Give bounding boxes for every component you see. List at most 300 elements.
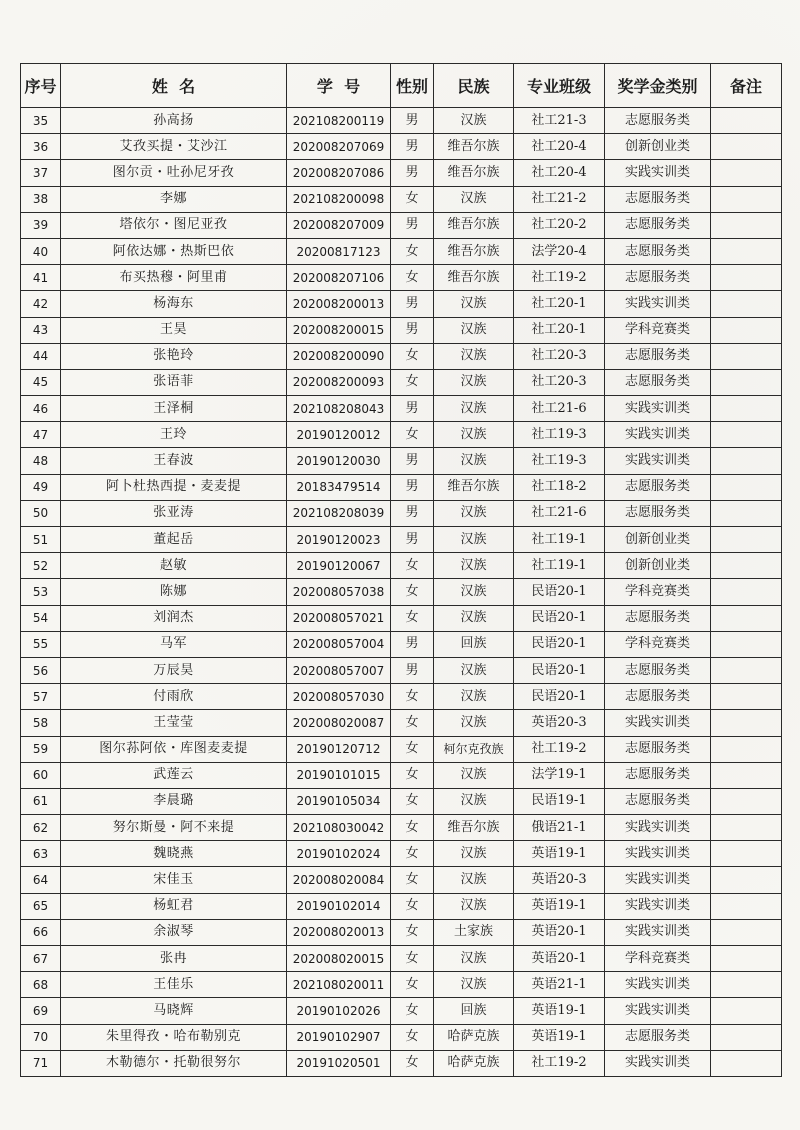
student-note <box>711 867 782 893</box>
student-id: 202008057030 <box>287 684 391 710</box>
student-note <box>711 422 782 448</box>
student-class: 民语20-1 <box>514 657 605 683</box>
student-ethnicity: 哈萨克族 <box>434 1050 514 1076</box>
scholarship-category: 志愿服务类 <box>605 788 711 814</box>
table-row <box>21 422 782 448</box>
student-gender: 男 <box>391 212 434 238</box>
row-no: 39 <box>21 212 61 238</box>
header-gender: 性别 <box>391 64 434 108</box>
table-row <box>21 972 782 998</box>
student-note <box>711 710 782 736</box>
student-gender: 男 <box>391 474 434 500</box>
student-gender: 女 <box>391 946 434 972</box>
student-ethnicity: 汉族 <box>434 291 514 317</box>
student-name: 宋佳玉 <box>61 867 287 893</box>
row-no: 49 <box>21 474 61 500</box>
student-class: 社工20-1 <box>514 291 605 317</box>
header-id: 学 号 <box>287 64 391 108</box>
student-class: 英语21-1 <box>514 972 605 998</box>
student-gender: 女 <box>391 605 434 631</box>
student-class: 英语19-1 <box>514 893 605 919</box>
student-class: 社工18-2 <box>514 474 605 500</box>
table-row <box>21 160 782 186</box>
scholarship-category: 实践实训类 <box>605 1050 711 1076</box>
row-no: 67 <box>21 946 61 972</box>
student-name: 张冉 <box>61 946 287 972</box>
student-class: 社工20-3 <box>514 343 605 369</box>
scholarship-category: 志愿服务类 <box>605 605 711 631</box>
student-ethnicity: 汉族 <box>434 946 514 972</box>
student-note <box>711 762 782 788</box>
scholarship-category: 志愿服务类 <box>605 186 711 212</box>
student-note <box>711 815 782 841</box>
student-class: 社工21-3 <box>514 108 605 134</box>
scholarship-roster-table <box>20 63 782 1077</box>
student-class: 社工19-2 <box>514 1050 605 1076</box>
table-row <box>21 212 782 238</box>
row-no: 43 <box>21 317 61 343</box>
student-ethnicity: 汉族 <box>434 972 514 998</box>
student-class: 民语20-1 <box>514 631 605 657</box>
student-ethnicity: 维吾尔族 <box>434 160 514 186</box>
student-name: 付雨欣 <box>61 684 287 710</box>
student-name: 王昊 <box>61 317 287 343</box>
scholarship-category: 志愿服务类 <box>605 1024 711 1050</box>
student-ethnicity: 维吾尔族 <box>434 815 514 841</box>
student-note <box>711 631 782 657</box>
student-note <box>711 369 782 395</box>
student-name: 图尔贡・吐孙尼牙孜 <box>61 160 287 186</box>
student-gender: 女 <box>391 369 434 395</box>
student-id: 202108208043 <box>287 396 391 422</box>
student-gender: 男 <box>391 657 434 683</box>
student-note <box>711 291 782 317</box>
scholarship-category: 志愿服务类 <box>605 212 711 238</box>
table-row <box>21 631 782 657</box>
row-no: 40 <box>21 238 61 264</box>
scholarship-category: 创新创业类 <box>605 134 711 160</box>
student-id: 20190120012 <box>287 422 391 448</box>
row-no: 36 <box>21 134 61 160</box>
student-name: 赵敏 <box>61 553 287 579</box>
student-ethnicity: 汉族 <box>434 605 514 631</box>
table-row <box>21 474 782 500</box>
row-no: 51 <box>21 527 61 553</box>
student-note <box>711 396 782 422</box>
table-row <box>21 919 782 945</box>
row-no: 58 <box>21 710 61 736</box>
student-note <box>711 527 782 553</box>
scholarship-category: 志愿服务类 <box>605 265 711 291</box>
scholarship-category: 实践实训类 <box>605 841 711 867</box>
student-note <box>711 946 782 972</box>
scholarship-category: 学科竞赛类 <box>605 631 711 657</box>
student-note <box>711 265 782 291</box>
student-name: 木勒德尔・托勒很努尔 <box>61 1050 287 1076</box>
student-ethnicity: 汉族 <box>434 369 514 395</box>
student-name: 张艳玲 <box>61 343 287 369</box>
student-id: 202008200013 <box>287 291 391 317</box>
scholarship-category: 志愿服务类 <box>605 500 711 526</box>
student-gender: 女 <box>391 893 434 919</box>
student-note <box>711 343 782 369</box>
student-gender: 女 <box>391 815 434 841</box>
student-note <box>711 474 782 500</box>
table-row <box>21 762 782 788</box>
student-ethnicity: 汉族 <box>434 841 514 867</box>
scholarship-category: 实践实训类 <box>605 291 711 317</box>
student-id: 202008020015 <box>287 946 391 972</box>
table-row <box>21 448 782 474</box>
student-ethnicity: 汉族 <box>434 710 514 736</box>
student-ethnicity: 哈萨克族 <box>434 1024 514 1050</box>
scholarship-category: 志愿服务类 <box>605 684 711 710</box>
row-no: 52 <box>21 553 61 579</box>
student-id: 202008200093 <box>287 369 391 395</box>
student-ethnicity: 汉族 <box>434 448 514 474</box>
student-name: 李晨璐 <box>61 788 287 814</box>
table-row <box>21 369 782 395</box>
student-note <box>711 841 782 867</box>
student-id: 202008057021 <box>287 605 391 631</box>
student-id: 202008207009 <box>287 212 391 238</box>
student-ethnicity: 维吾尔族 <box>434 134 514 160</box>
student-name: 阿卜杜热西提・麦麦提 <box>61 474 287 500</box>
student-note <box>711 500 782 526</box>
scholarship-category: 实践实训类 <box>605 893 711 919</box>
student-gender: 女 <box>391 343 434 369</box>
scholarship-category: 实践实训类 <box>605 396 711 422</box>
student-note <box>711 1050 782 1076</box>
student-ethnicity: 汉族 <box>434 553 514 579</box>
table-row <box>21 893 782 919</box>
row-no: 56 <box>21 657 61 683</box>
student-gender: 女 <box>391 710 434 736</box>
student-name: 魏晓燕 <box>61 841 287 867</box>
row-no: 54 <box>21 605 61 631</box>
student-id: 20191020501 <box>287 1050 391 1076</box>
scholarship-category: 学科竞赛类 <box>605 946 711 972</box>
student-class: 英语19-1 <box>514 841 605 867</box>
student-class: 社工19-3 <box>514 422 605 448</box>
student-class: 英语20-3 <box>514 867 605 893</box>
student-name: 阿依达娜・热斯巴依 <box>61 238 287 264</box>
student-id: 202108200119 <box>287 108 391 134</box>
table-row <box>21 815 782 841</box>
student-name: 图尔荪阿依・库图麦麦提 <box>61 736 287 762</box>
student-class: 英语20-3 <box>514 710 605 736</box>
student-name: 朱里得孜・哈布勒别克 <box>61 1024 287 1050</box>
row-no: 59 <box>21 736 61 762</box>
student-id: 202008200090 <box>287 343 391 369</box>
table-row <box>21 238 782 264</box>
scholarship-category: 学科竞赛类 <box>605 579 711 605</box>
student-ethnicity: 汉族 <box>434 893 514 919</box>
student-gender: 女 <box>391 186 434 212</box>
student-note <box>711 972 782 998</box>
student-id: 202008207106 <box>287 265 391 291</box>
student-id: 202008020013 <box>287 919 391 945</box>
student-name: 塔依尔・图尼亚孜 <box>61 212 287 238</box>
student-id: 202008057007 <box>287 657 391 683</box>
student-name: 马军 <box>61 631 287 657</box>
student-gender: 男 <box>391 396 434 422</box>
student-class: 社工21-6 <box>514 500 605 526</box>
student-id: 202008057004 <box>287 631 391 657</box>
student-ethnicity: 汉族 <box>434 657 514 683</box>
table-row <box>21 396 782 422</box>
student-ethnicity: 维吾尔族 <box>434 212 514 238</box>
student-id: 20190120712 <box>287 736 391 762</box>
student-id: 202108208039 <box>287 500 391 526</box>
student-name: 王佳乐 <box>61 972 287 998</box>
student-note <box>711 998 782 1024</box>
student-class: 社工20-4 <box>514 134 605 160</box>
row-no: 64 <box>21 867 61 893</box>
table-row <box>21 317 782 343</box>
student-id: 20190120067 <box>287 553 391 579</box>
student-name: 万辰昊 <box>61 657 287 683</box>
student-gender: 女 <box>391 998 434 1024</box>
table-row <box>21 343 782 369</box>
student-note <box>711 788 782 814</box>
student-id: 202108020011 <box>287 972 391 998</box>
row-no: 66 <box>21 919 61 945</box>
row-no: 45 <box>21 369 61 395</box>
row-no: 38 <box>21 186 61 212</box>
student-gender: 男 <box>391 500 434 526</box>
table-row <box>21 841 782 867</box>
scholarship-category: 志愿服务类 <box>605 108 711 134</box>
student-name: 孙高扬 <box>61 108 287 134</box>
student-id: 20190120030 <box>287 448 391 474</box>
student-class: 俄语21-1 <box>514 815 605 841</box>
student-id: 202008207069 <box>287 134 391 160</box>
student-name: 艾孜买提・艾沙江 <box>61 134 287 160</box>
row-no: 48 <box>21 448 61 474</box>
student-class: 英语20-1 <box>514 919 605 945</box>
student-name: 王春波 <box>61 448 287 474</box>
table-row <box>21 553 782 579</box>
row-no: 62 <box>21 815 61 841</box>
student-name: 马晓辉 <box>61 998 287 1024</box>
student-ethnicity: 汉族 <box>434 527 514 553</box>
row-no: 41 <box>21 265 61 291</box>
student-class: 民语19-1 <box>514 788 605 814</box>
student-name: 努尔斯曼・阿不来提 <box>61 815 287 841</box>
student-class: 英语20-1 <box>514 946 605 972</box>
student-ethnicity: 维吾尔族 <box>434 238 514 264</box>
row-no: 61 <box>21 788 61 814</box>
student-id: 20200817123 <box>287 238 391 264</box>
student-name: 杨虹君 <box>61 893 287 919</box>
scholarship-category: 志愿服务类 <box>605 657 711 683</box>
table-row <box>21 500 782 526</box>
student-id: 20190102026 <box>287 998 391 1024</box>
student-name: 布买热穆・阿里甫 <box>61 265 287 291</box>
student-note <box>711 605 782 631</box>
student-class: 民语20-1 <box>514 684 605 710</box>
student-ethnicity: 汉族 <box>434 762 514 788</box>
table-row <box>21 788 782 814</box>
student-note <box>711 657 782 683</box>
header-note: 备注 <box>711 64 782 108</box>
scholarship-category: 志愿服务类 <box>605 369 711 395</box>
student-ethnicity: 汉族 <box>434 500 514 526</box>
header-no: 序号 <box>21 64 61 108</box>
scholarship-category: 创新创业类 <box>605 553 711 579</box>
scholarship-category: 志愿服务类 <box>605 238 711 264</box>
student-gender: 女 <box>391 972 434 998</box>
student-gender: 女 <box>391 841 434 867</box>
student-id: 20190102907 <box>287 1024 391 1050</box>
student-id: 202108200098 <box>287 186 391 212</box>
student-id: 202108030042 <box>287 815 391 841</box>
student-ethnicity: 汉族 <box>434 317 514 343</box>
student-note <box>711 919 782 945</box>
student-gender: 女 <box>391 579 434 605</box>
scholarship-category: 实践实训类 <box>605 972 711 998</box>
row-no: 42 <box>21 291 61 317</box>
student-gender: 女 <box>391 684 434 710</box>
student-class: 民语20-1 <box>514 605 605 631</box>
table-row <box>21 265 782 291</box>
student-ethnicity: 汉族 <box>434 396 514 422</box>
student-note <box>711 1024 782 1050</box>
table-row <box>21 710 782 736</box>
student-gender: 女 <box>391 238 434 264</box>
student-gender: 女 <box>391 867 434 893</box>
row-no: 69 <box>21 998 61 1024</box>
student-note <box>711 160 782 186</box>
student-name: 董起岳 <box>61 527 287 553</box>
table-row <box>21 736 782 762</box>
table-row <box>21 998 782 1024</box>
scholarship-category: 实践实训类 <box>605 815 711 841</box>
student-class: 英语19-1 <box>514 998 605 1024</box>
scholarship-category: 实践实训类 <box>605 998 711 1024</box>
student-note <box>711 893 782 919</box>
student-name: 武莲云 <box>61 762 287 788</box>
student-class: 社工21-2 <box>514 186 605 212</box>
student-gender: 女 <box>391 1024 434 1050</box>
row-no: 65 <box>21 893 61 919</box>
header-class: 专业班级 <box>514 64 605 108</box>
table-row <box>21 605 782 631</box>
row-no: 50 <box>21 500 61 526</box>
student-note <box>711 553 782 579</box>
student-gender: 女 <box>391 422 434 448</box>
student-class: 社工20-2 <box>514 212 605 238</box>
student-gender: 男 <box>391 134 434 160</box>
student-gender: 女 <box>391 265 434 291</box>
student-class: 社工20-1 <box>514 317 605 343</box>
student-note <box>711 736 782 762</box>
student-class: 法学20-4 <box>514 238 605 264</box>
student-id: 20190101015 <box>287 762 391 788</box>
scholarship-category: 志愿服务类 <box>605 736 711 762</box>
student-gender: 女 <box>391 919 434 945</box>
student-gender: 女 <box>391 788 434 814</box>
student-note <box>711 108 782 134</box>
student-ethnicity: 汉族 <box>434 186 514 212</box>
student-class: 社工19-2 <box>514 736 605 762</box>
row-no: 35 <box>21 108 61 134</box>
row-no: 47 <box>21 422 61 448</box>
student-id: 202008207086 <box>287 160 391 186</box>
row-no: 60 <box>21 762 61 788</box>
student-class: 法学19-1 <box>514 762 605 788</box>
student-note <box>711 134 782 160</box>
row-no: 63 <box>21 841 61 867</box>
student-ethnicity: 汉族 <box>434 867 514 893</box>
table-body <box>21 108 782 1077</box>
student-note <box>711 448 782 474</box>
table-row <box>21 108 782 134</box>
student-gender: 男 <box>391 448 434 474</box>
student-name: 张语菲 <box>61 369 287 395</box>
table-row <box>21 579 782 605</box>
row-no: 37 <box>21 160 61 186</box>
scholarship-category: 实践实训类 <box>605 710 711 736</box>
row-no: 71 <box>21 1050 61 1076</box>
student-name: 王玲 <box>61 422 287 448</box>
student-note <box>711 212 782 238</box>
student-ethnicity: 汉族 <box>434 343 514 369</box>
student-gender: 男 <box>391 317 434 343</box>
table-row <box>21 684 782 710</box>
scholarship-category: 创新创业类 <box>605 527 711 553</box>
student-gender: 女 <box>391 762 434 788</box>
student-note <box>711 579 782 605</box>
student-ethnicity: 维吾尔族 <box>434 474 514 500</box>
student-id: 202008057038 <box>287 579 391 605</box>
student-ethnicity: 汉族 <box>434 108 514 134</box>
scholarship-category: 实践实训类 <box>605 160 711 186</box>
student-ethnicity: 汉族 <box>434 684 514 710</box>
scholarship-category: 学科竞赛类 <box>605 317 711 343</box>
scholarship-category: 实践实训类 <box>605 867 711 893</box>
student-id: 20190120023 <box>287 527 391 553</box>
header-ethnicity: 民族 <box>434 64 514 108</box>
student-class: 社工20-4 <box>514 160 605 186</box>
student-gender: 男 <box>391 108 434 134</box>
student-name: 王莹莹 <box>61 710 287 736</box>
student-id: 202008200015 <box>287 317 391 343</box>
student-name: 陈娜 <box>61 579 287 605</box>
row-no: 44 <box>21 343 61 369</box>
table-row <box>21 946 782 972</box>
student-note <box>711 186 782 212</box>
student-ethnicity: 回族 <box>434 998 514 1024</box>
student-class: 社工19-3 <box>514 448 605 474</box>
student-ethnicity: 汉族 <box>434 579 514 605</box>
student-ethnicity: 汉族 <box>434 788 514 814</box>
student-name: 杨海东 <box>61 291 287 317</box>
student-id: 20190102024 <box>287 841 391 867</box>
student-class: 英语19-1 <box>514 1024 605 1050</box>
student-note <box>711 317 782 343</box>
student-gender: 男 <box>391 160 434 186</box>
student-gender: 男 <box>391 527 434 553</box>
student-name: 余淑琴 <box>61 919 287 945</box>
student-gender: 男 <box>391 631 434 657</box>
student-ethnicity: 汉族 <box>434 422 514 448</box>
scholarship-category: 志愿服务类 <box>605 343 711 369</box>
row-no: 55 <box>21 631 61 657</box>
student-class: 社工21-6 <box>514 396 605 422</box>
student-note <box>711 684 782 710</box>
